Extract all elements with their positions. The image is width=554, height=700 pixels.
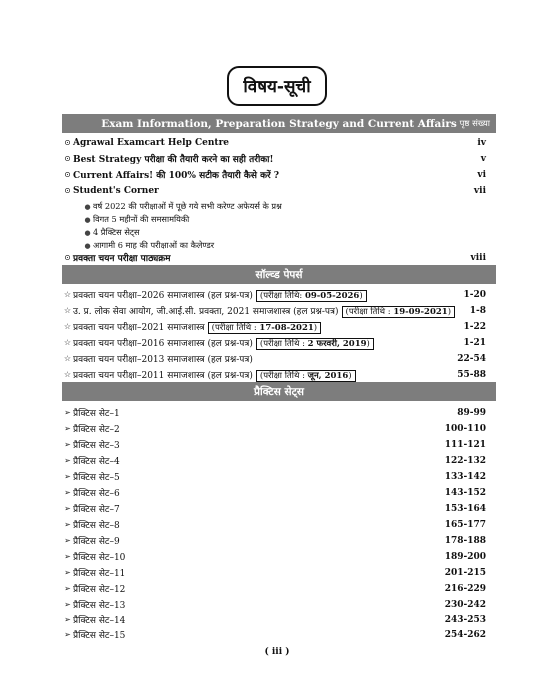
item-label: Agrawal Examcart Help Centre [73, 137, 230, 148]
list-item[interactable] [62, 367, 486, 382]
circle-bullet-icon: ⊙ [64, 138, 71, 147]
list-item[interactable] [62, 319, 486, 334]
exam-date-box [256, 370, 356, 382]
star-icon: ☆ [63, 338, 72, 347]
date-prefix: (परीक्षा तिथि : [345, 307, 394, 317]
paper-title: प्रवक्ता चयन परीक्षा–2021 समाजशास्त्र [73, 323, 205, 333]
item-label: प्रैक्टिस सेट–13 [73, 601, 126, 611]
item-page: 89-99 [457, 407, 486, 418]
exam-date-box [256, 338, 374, 350]
item-label [73, 288, 463, 301]
page-title: विषय-सूची [227, 66, 326, 106]
item-page: vi [477, 169, 486, 180]
item-label [73, 336, 463, 349]
arrow-bullet-icon: ➢ [64, 552, 71, 561]
dot-bullet-icon: ● [84, 228, 91, 237]
paper-title: उ. प्र. लोक सेवा आयोग, जी.आई.सी. प्रवक्ता, 2021 समाजशास्त्र (हल प्रश्न-पत्र) [73, 307, 339, 317]
arrow-bullet-icon: ➢ [64, 615, 71, 624]
item-page: 143-152 [444, 487, 486, 498]
section-heading: प्रैक्टिस सेट्स [254, 385, 304, 398]
item-page: 122-132 [444, 455, 486, 466]
arrow-bullet-icon: ➢ [64, 600, 71, 609]
list-item[interactable] [62, 167, 486, 182]
item-page: 100-110 [444, 423, 486, 434]
item-label: प्रैक्टिस सेट–6 [73, 489, 120, 499]
item-label: प्रैक्टिस सेट–14 [73, 616, 126, 626]
item-page: vii [473, 185, 486, 196]
date-suffix: ) [447, 307, 452, 317]
list-item[interactable] [62, 335, 486, 350]
date-suffix: ) [313, 323, 318, 333]
date-suffix: ) [348, 371, 352, 381]
arrow-bullet-icon: ➢ [64, 584, 71, 593]
list-item[interactable] [62, 517, 486, 532]
item-label: प्रैक्टिस सेट–8 [73, 521, 120, 531]
item-page: 230-242 [444, 599, 486, 610]
arrow-bullet-icon: ➢ [64, 520, 71, 529]
item-page: 1-22 [463, 321, 486, 332]
item-label [73, 368, 457, 381]
item-page: 216-229 [444, 583, 486, 594]
item-page: 254-262 [444, 629, 486, 640]
list-item[interactable] [62, 597, 486, 612]
item-page: v [480, 153, 486, 164]
list-item[interactable] [62, 565, 486, 580]
item-page: 178-188 [444, 535, 486, 546]
list-item[interactable] [62, 437, 486, 452]
sub-item-label: विगत 5 महीनों की समसामयिकी [93, 214, 190, 224]
list-item[interactable] [62, 421, 486, 436]
exam-date: 2 फरवरी, 2019 [307, 339, 367, 349]
exam-date: 17-08-2021 [259, 323, 314, 333]
item-label: प्रैक्टिस सेट–11 [73, 569, 126, 579]
arrow-bullet-icon: ➢ [64, 408, 71, 417]
date-prefix: (परीक्षा तिथि : [211, 323, 260, 333]
dot-bullet-icon: ● [84, 241, 91, 250]
item-label: प्रैक्टिस सेट–5 [73, 473, 120, 483]
arrow-bullet-icon: ➢ [64, 440, 71, 449]
item-page: 201-215 [444, 567, 486, 578]
page-number: ( iii ) [264, 647, 290, 657]
item-label: प्रैक्टिस सेट–1 [73, 409, 120, 419]
item-page: 189-200 [444, 551, 486, 562]
item-label: Student's Corner [73, 185, 159, 196]
exam-date-box [342, 306, 455, 318]
section-header-practice-sets [62, 382, 496, 401]
item-page: iv [477, 137, 486, 148]
page-column-label: पृष्ठ संख्या [459, 119, 490, 129]
item-page: 133-142 [444, 471, 486, 482]
paper-title: प्रवक्ता चयन परीक्षा–2011 समाजशास्त्र (हल प्रश्न-पत्र) [73, 371, 253, 381]
list-item[interactable] [62, 485, 486, 500]
item-page: 1-8 [469, 305, 486, 316]
circle-bullet-icon: ⊙ [64, 253, 71, 262]
item-page: 55-88 [457, 369, 486, 380]
item-label: प्रैक्टिस सेट–10 [73, 553, 126, 563]
item-label: प्रैक्टिस सेट–2 [73, 425, 120, 435]
paper-title: प्रवक्ता चयन परीक्षा–2026 समाजशास्त्र (हल प्रश्न-पत्र) [73, 291, 253, 301]
star-icon: ☆ [63, 322, 72, 331]
circle-bullet-icon: ⊙ [64, 186, 71, 195]
item-label: प्रैक्टिस सेट–7 [73, 505, 120, 515]
list-item[interactable] [62, 183, 486, 198]
date-prefix: (परीक्षा तिथि : [259, 371, 308, 381]
item-label: प्रवक्ता चयन परीक्षा पाठ्यक्रम [73, 254, 171, 264]
item-page: 1-20 [463, 289, 486, 300]
list-item[interactable] [62, 612, 486, 627]
item-label: प्रैक्टिस सेट–3 [73, 441, 120, 451]
sub-item-label: वर्ष 2022 की परीक्षाओं में पूछे गये सभी करेण्ट अफेयर्स के प्रश्न [93, 201, 282, 211]
item-label: Current Affairs! की 100% सटीक तैयारी कैसे करें ? [73, 171, 280, 181]
list-item[interactable] [62, 549, 486, 564]
arrow-bullet-icon: ➢ [64, 536, 71, 545]
item-page: 165-177 [444, 519, 486, 530]
item-page: viii [470, 252, 486, 263]
section-heading: Exam Information, Preparation Strategy and Current Affairs [101, 117, 457, 130]
date-prefix: (परीक्षा तिथि : [259, 339, 308, 349]
list-item[interactable] [62, 151, 486, 166]
paper-title: प्रवक्ता चयन परीक्षा–2013 समाजशास्त्र (हल प्रश्न-पत्र) [73, 355, 253, 365]
list-item[interactable] [62, 303, 486, 318]
list-item[interactable] [62, 135, 486, 150]
dot-bullet-icon: ● [84, 202, 91, 211]
circle-bullet-icon: ⊙ [64, 154, 71, 163]
section-header-solved-papers [62, 265, 496, 284]
star-icon: ☆ [63, 370, 72, 379]
date-prefix: (परीक्षा तिथि: [259, 291, 305, 301]
dot-bullet-icon: ● [84, 215, 91, 224]
exam-date: जून, 2016 [307, 371, 349, 381]
star-icon: ☆ [63, 354, 72, 363]
item-page: 153-164 [444, 503, 486, 514]
arrow-bullet-icon: ➢ [64, 630, 71, 639]
list-item[interactable] [62, 533, 486, 548]
arrow-bullet-icon: ➢ [64, 472, 71, 481]
date-suffix: ) [366, 339, 370, 349]
star-icon: ☆ [63, 290, 72, 299]
circle-bullet-icon: ⊙ [64, 170, 71, 179]
item-label [73, 320, 463, 333]
arrow-bullet-icon: ➢ [64, 456, 71, 465]
list-item[interactable] [62, 287, 486, 302]
list-item[interactable] [62, 627, 486, 642]
paper-title: प्रवक्ता चयन परीक्षा–2016 समाजशास्त्र (हल प्रश्न-पत्र) [73, 339, 253, 349]
exam-date-box [256, 290, 367, 302]
item-page: 22-54 [457, 353, 486, 364]
item-label: Best Strategy परीक्षा की तैयारी करने का सही तरीका! [73, 155, 274, 165]
section-heading: सॉल्व्ड पेपर्स [255, 268, 303, 281]
title-wrap [0, 66, 554, 106]
date-suffix: ) [359, 291, 363, 301]
list-item[interactable] [62, 250, 486, 265]
item-label: प्रैक्टिस सेट–4 [73, 457, 120, 467]
item-label: प्रैक्टिस सेट–12 [73, 585, 126, 595]
list-item[interactable] [62, 405, 486, 420]
item-label [73, 304, 470, 317]
item-label: प्रैक्टिस सेट–9 [73, 537, 120, 547]
exam-date-box [208, 322, 321, 334]
arrow-bullet-icon: ➢ [64, 568, 71, 577]
item-page: 1-21 [463, 337, 486, 348]
section-header-exam-info [62, 114, 496, 133]
list-item[interactable] [62, 469, 486, 484]
arrow-bullet-icon: ➢ [64, 504, 71, 513]
exam-date: 19-09-2021 [393, 307, 448, 317]
sub-item-label: 4 प्रैक्टिस सेट्स [93, 227, 140, 237]
item-page: 111-121 [444, 439, 486, 450]
item-label: प्रैक्टिस सेट–15 [73, 631, 126, 641]
star-icon: ☆ [63, 306, 72, 315]
exam-date: 09-05-2026 [304, 291, 360, 301]
arrow-bullet-icon: ➢ [64, 424, 71, 433]
arrow-bullet-icon: ➢ [64, 488, 71, 497]
list-item[interactable] [62, 351, 486, 366]
list-item[interactable] [62, 581, 486, 596]
item-label [73, 352, 457, 365]
list-item[interactable] [62, 453, 486, 468]
list-item[interactable] [62, 501, 486, 516]
item-page: 243-253 [444, 614, 486, 625]
sub-item-label: आगामी 6 माह की परीक्षाओं का कैलेण्डर [93, 240, 215, 250]
